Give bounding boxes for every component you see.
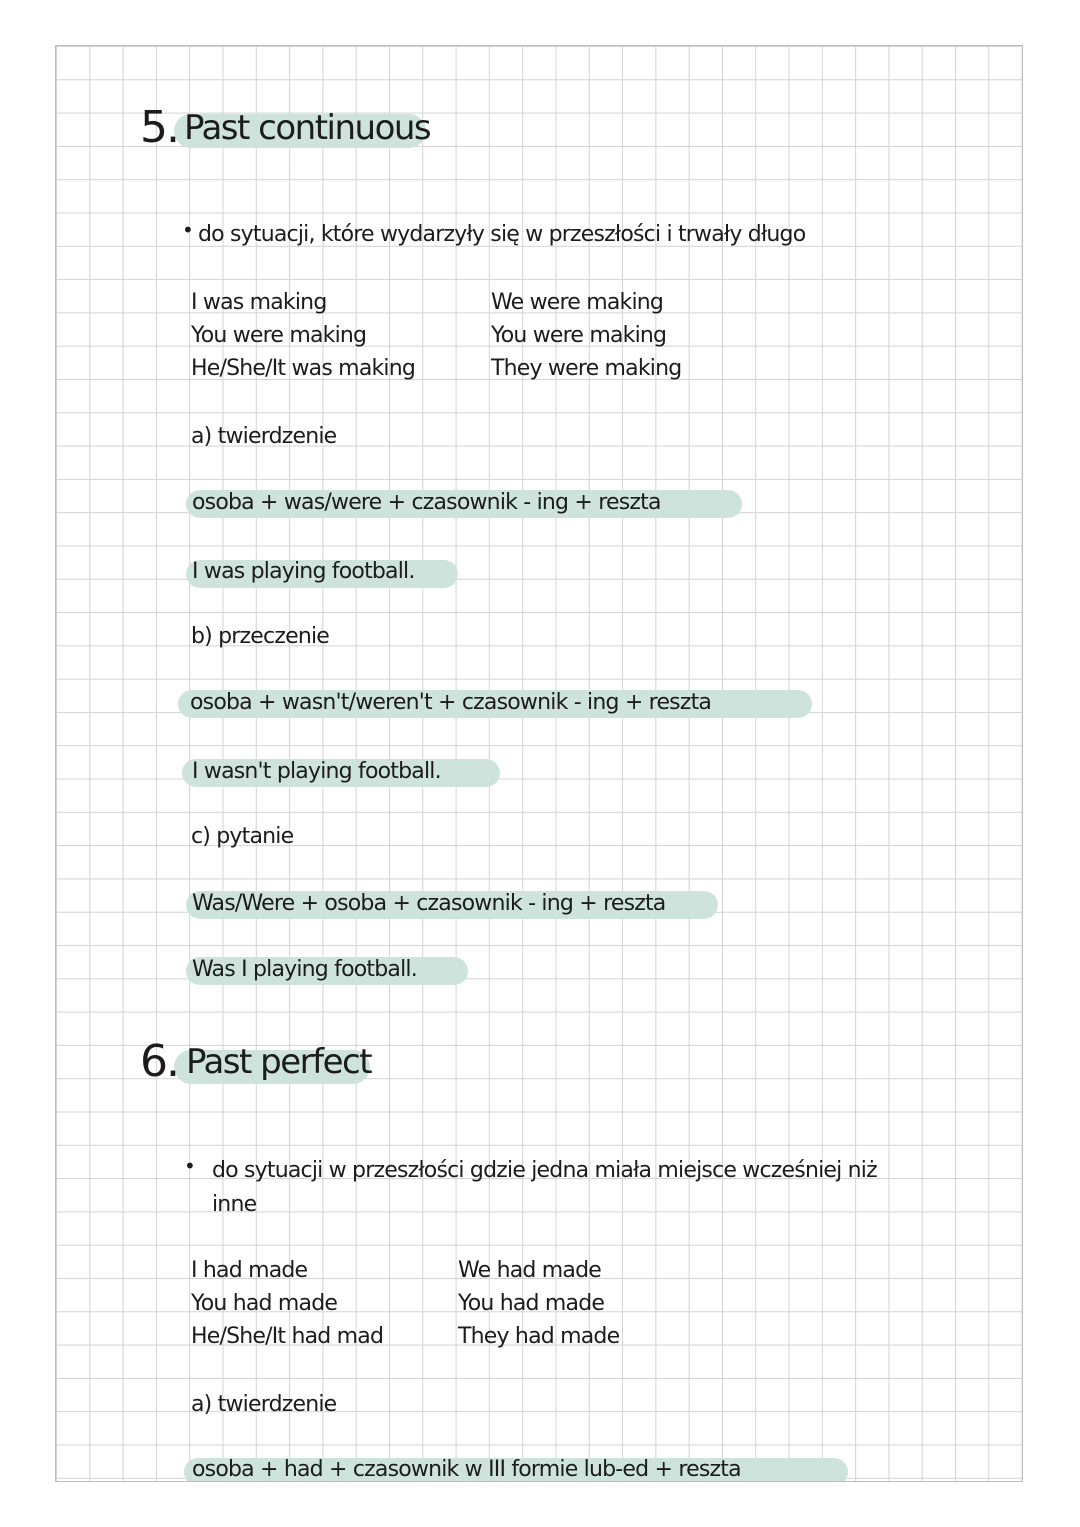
conjugation-line: They were making [491, 356, 682, 381]
section-description: do sytuacji w przeszłości gdzie jedna miała miejsce wcześniej niż [212, 1158, 877, 1183]
bullet-icon: • [182, 218, 194, 242]
conjugation-line: I had made [191, 1258, 308, 1283]
conjugation-line: I was making [191, 290, 327, 315]
conjugation-line: You were making [191, 323, 367, 348]
conjugation-left [191, 1254, 383, 1353]
section-title: Past perfect [186, 1042, 372, 1082]
subsection-label: b) przeczenie [191, 624, 330, 649]
grid-paper [55, 45, 1023, 1482]
conjugation-left [191, 286, 415, 385]
conjugation-right [458, 1254, 619, 1353]
section-title: Past continuous [184, 108, 431, 148]
section-description: inne [212, 1192, 257, 1217]
formula: Was/Were + osoba + czasownik - ing + reszta [192, 891, 666, 916]
subsection-label: c) pytanie [191, 824, 294, 849]
subsection-label: a) twierdzenie [191, 1392, 337, 1417]
conjugation-right [491, 286, 681, 385]
conjugation-line: He/She/It had mad [191, 1324, 384, 1349]
section-number: 6. [140, 1036, 178, 1087]
section-number: 5. [140, 102, 178, 153]
conjugation-line: We had made [458, 1258, 601, 1283]
conjugation-line: They had made [458, 1324, 620, 1349]
conjugation-line: You were making [491, 323, 667, 348]
example-sentence: I was playing football. [192, 559, 415, 584]
formula: osoba + was/were + czasownik - ing + reszta [192, 490, 661, 515]
section-description: do sytuacji, które wydarzyły się w przeszłości i trwały długo [198, 222, 806, 247]
example-sentence: Was I playing football. [192, 957, 417, 982]
conjugation-line: We were making [491, 290, 664, 315]
formula: osoba + had + czasownik w III formie lub-ed + reszta [192, 1457, 741, 1482]
conjugation-line: He/She/It was making [191, 356, 416, 381]
bullet-icon: • [184, 1154, 196, 1178]
conjugation-line: You had made [191, 1291, 338, 1316]
example-sentence: I wasn't playing football. [192, 759, 441, 784]
conjugation-line: You had made [458, 1291, 605, 1316]
subsection-label: a) twierdzenie [191, 424, 337, 449]
formula: osoba + wasn't/weren't + czasownik - ing + reszta [190, 690, 712, 715]
